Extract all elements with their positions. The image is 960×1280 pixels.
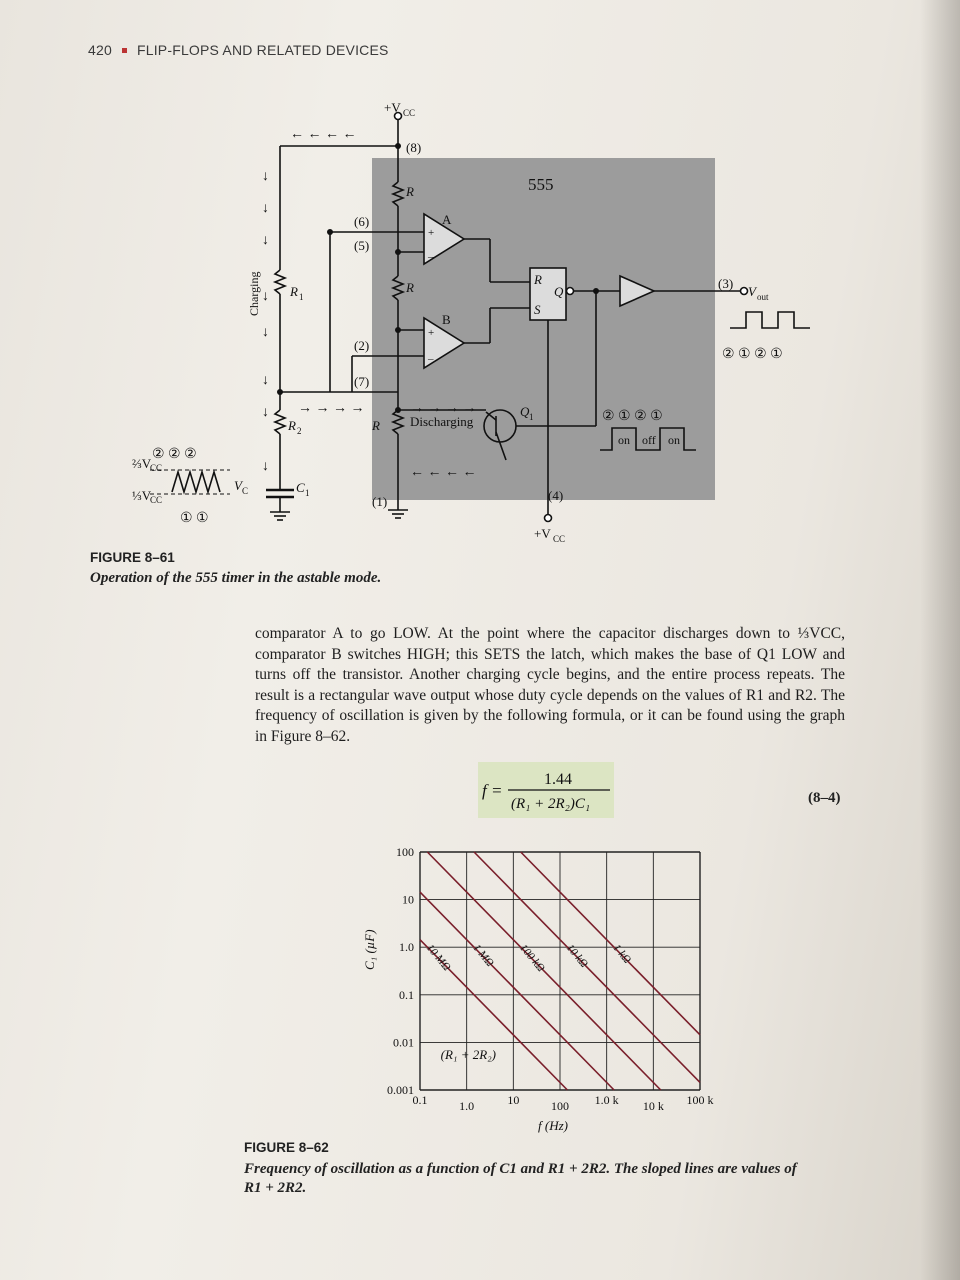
svg-text:↓: ↓ [262, 405, 269, 420]
latch-r-label: R [534, 272, 542, 287]
chapter-title: FLIP-FLOPS AND RELATED DEVICES [136, 42, 389, 58]
cycle-bottom-label: ① ① [180, 511, 209, 526]
y-tick-label: 1.0 [399, 940, 414, 955]
chart-annotation: (R₁ + 2R₂) [440, 1046, 497, 1062]
figure-61-title: FIGURE 8–61 [90, 550, 175, 565]
y-tick-label: 10 [402, 892, 414, 907]
figure-61-circuit [0, 0, 960, 560]
svg-text:↓: ↓ [262, 325, 269, 340]
y-tick-label: 0.01 [393, 1035, 414, 1050]
formula-numerator: 1.44 [544, 771, 572, 788]
resistance-line [474, 852, 700, 1082]
off-label: off [642, 433, 656, 447]
comp-a-plus: + [428, 227, 435, 239]
res-r-top-label: R [406, 184, 414, 199]
vc-label: V [234, 478, 242, 493]
pin2-label: (2) [354, 338, 370, 353]
two-thirds-vcc-label: ⅔V [132, 456, 152, 471]
x-tick-label: 100 k [686, 1093, 714, 1107]
chart-xlabel: f (Hz) [538, 1118, 568, 1133]
page-number: 420 [88, 42, 112, 58]
vcc-bottom-label: +V [534, 526, 551, 541]
figure-62-caption: Frequency of oscillation as a function of C1 and R1 + 2R2. The sloped lines are values of R1 + 2R2. [244, 1161, 797, 1196]
cycle-out-label: ② ① ② ① [722, 347, 783, 362]
chip-label: 555 [528, 175, 554, 194]
body-paragraph: comparator A to go LOW. At the point where the capacitor discharges down to ⅓VCC, comparator B switches HIGH; this SETS the latch, which makes the base of Q1 LOW and turns off the transistor. Another charging cycle begins, and the entire process repeats. The result is a rectangular wave output whose duty cycle depends on the values of R1 and R2. The frequency of oscillation is given by the following formula, or it can be found using the graph in Figure 8–62. [255, 625, 845, 745]
resistance-line-label: 100 kΩ [517, 941, 547, 975]
r2-label: R [288, 418, 296, 433]
q1-label: Q [520, 404, 530, 419]
figure-62-title: FIGURE 8–62 [244, 1140, 329, 1155]
x-tick-label: 10 k [642, 1099, 664, 1113]
resistance-line-label: 1 MΩ [470, 941, 496, 970]
comp-b-label: B [442, 312, 451, 327]
res-r-bottom-label: R [372, 418, 380, 433]
y-tick-label: 0.1 [399, 987, 414, 1002]
x-tick-label: 1.0 [459, 1099, 475, 1113]
vc-sub: C [242, 486, 249, 496]
formula-lhs: f = [482, 781, 503, 800]
figure-62-chart [0, 820, 960, 1140]
cycle-mid-label: ② ① ② ① [602, 409, 663, 424]
resistance-line-label: 1 kΩ [610, 941, 634, 966]
chart-ylabel: C₁ (µF) [362, 929, 377, 970]
on-label-1: on [618, 433, 630, 447]
r1-sub: 1 [299, 292, 304, 302]
svg-text:↓: ↓ [262, 233, 269, 248]
y-tick-label: 0.001 [387, 1083, 414, 1097]
svg-text:↓: ↓ [262, 373, 269, 388]
x-tick-label: 1.0 k [594, 1093, 619, 1107]
equation-number: (8–4) [808, 790, 841, 806]
figure-61-caption: Operation of the 555 timer in the astable mode. [90, 570, 382, 586]
svg-text:↓: ↓ [262, 459, 269, 474]
svg-text:↓: ↓ [262, 289, 269, 304]
q1-sub: 1 [529, 412, 534, 422]
one-third-vcc-sub: CC [150, 495, 163, 505]
on-label-2: on [668, 433, 680, 447]
pin4-label: (4) [548, 488, 564, 503]
c1-label: C [296, 480, 305, 495]
pin5-label: (5) [354, 238, 370, 253]
resistance-line-label: 10 kΩ [563, 941, 591, 971]
comp-a-label: A [442, 212, 452, 227]
x-tick-label: 0.1 [412, 1093, 428, 1107]
vcc-top-label: +V [384, 100, 401, 115]
comp-b-minus: – [428, 353, 434, 365]
formula-denominator: (R₁ + 2R₂)C₁ [511, 796, 591, 812]
pin6-label: (6) [354, 214, 370, 229]
pin7-label: (7) [354, 374, 370, 389]
comp-b-plus: + [428, 327, 435, 339]
c1-sub: 1 [305, 488, 310, 498]
r2-sub: 2 [297, 426, 302, 436]
svg-text:← ← ← ←: ← ← ← ← [290, 127, 357, 142]
pin1-label: (1) [372, 494, 388, 509]
svg-text:↓: ↓ [262, 201, 269, 216]
y-tick-label: 100 [396, 845, 414, 859]
charging-label: Charging [247, 271, 261, 316]
resistance-line [521, 852, 700, 1035]
comp-a-minus: – [428, 251, 434, 263]
vcc-top-sub: CC [403, 108, 416, 118]
svg-text:→ → → →: → → → → [298, 401, 365, 416]
svg-text:↓: ↓ [262, 169, 269, 184]
pin8-label: (8) [406, 140, 422, 155]
x-tick-label: 10 [507, 1093, 520, 1107]
discharging-label: Discharging [410, 414, 474, 429]
one-third-vcc-label: ⅓V [132, 488, 152, 503]
vout-label: V [748, 284, 756, 299]
res-r-mid-label: R [406, 280, 414, 295]
latch-q-label: Q [554, 284, 564, 299]
vcc-bottom-sub: CC [553, 534, 566, 544]
r1-label: R [290, 284, 298, 299]
x-tick-label: 100 [551, 1099, 569, 1113]
vout-sub: out [757, 292, 769, 302]
pin3-label: (3) [718, 276, 734, 291]
latch-s-label: S [534, 302, 541, 317]
resistance-line-label: 10 MΩ [423, 941, 453, 974]
cycle-top-label: ② ② ② [152, 447, 197, 462]
svg-text:→ → → →: → → → → [410, 401, 477, 416]
two-thirds-vcc-sub: CC [150, 463, 163, 473]
svg-text:← ← ← ←: ← ← ← ← [410, 465, 477, 480]
